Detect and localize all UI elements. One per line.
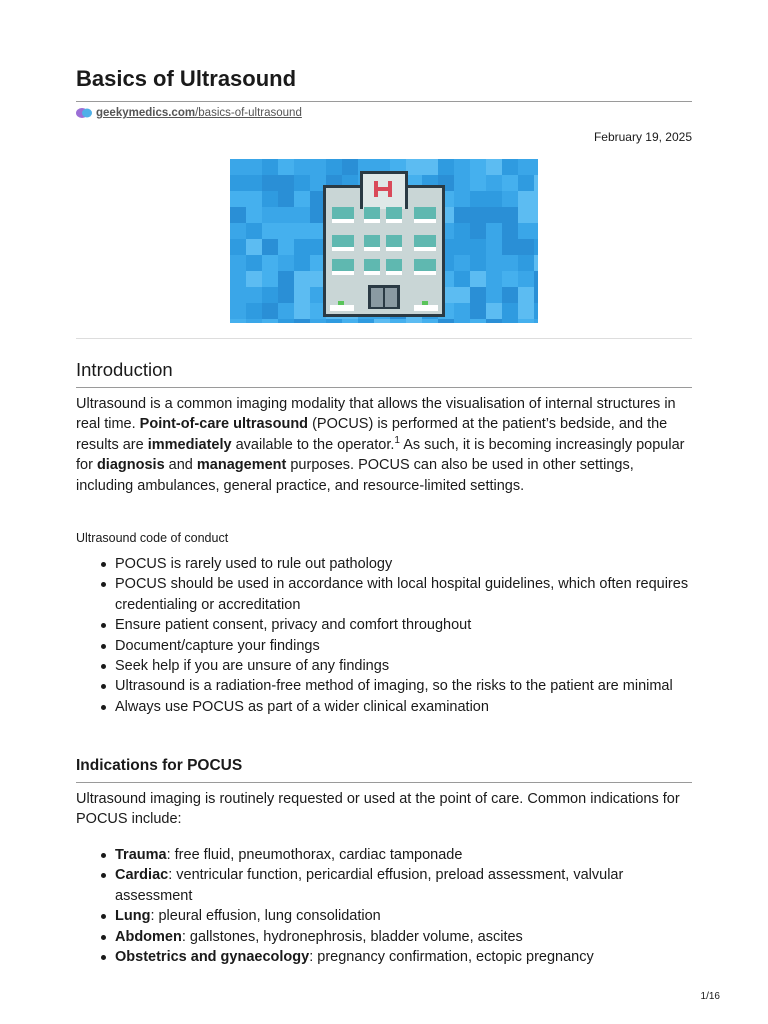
- indications-list: [76, 845, 695, 967]
- page-number: 1/16: [700, 991, 720, 1002]
- introduction-paragraph: [76, 394, 686, 496]
- text-run: and: [164, 457, 197, 474]
- list-item: Ultrasound is a radiation-free method of imaging, so the risks to the patient are minimal: [115, 676, 695, 696]
- text-run: management: [196, 457, 287, 474]
- publish-date: February 19, 2025: [593, 130, 692, 144]
- list-item: Always use POCUS as part of a wider clinical examination: [115, 697, 695, 717]
- text-run: available to the operator.: [231, 436, 395, 453]
- indication-term: Cardiac: [115, 867, 169, 884]
- indication-term: Obstetrics and gynaecology: [115, 949, 310, 966]
- list-item: Ensure patient consent, privacy and comfort throughout: [115, 615, 695, 635]
- indication-desc: : pregnancy confirmation, ectopic pregnancy: [309, 949, 594, 966]
- indication-desc: : ventricular function, pericardial effusion, preload assessment, valvular assessment: [115, 867, 624, 904]
- list-item: [115, 845, 695, 865]
- code-of-conduct-caption: Ultrasound code of conduct: [76, 531, 229, 545]
- list-item: POCUS is rarely used to rule out pathology: [115, 554, 695, 574]
- footnote-ref[interactable]: 1: [394, 434, 400, 446]
- introduction-divider: [76, 387, 692, 388]
- text-run: Ultrasound is a common imaging modality that allows the visualisation of internal structures in real time.: [76, 396, 676, 433]
- title-divider: [76, 101, 692, 102]
- source-domain[interactable]: geekymedics.com: [96, 107, 196, 119]
- text-run: (POCUS) is performed at the patient’s bedside, and the results are: [76, 416, 668, 453]
- list-item: [115, 906, 695, 926]
- list-item: POCUS should be used in accordance with local hospital guidelines, which often requires credentialing or accreditation: [115, 574, 695, 615]
- code-of-conduct-list: [76, 554, 695, 717]
- text-run: As such, it is becoming increasingly popular for: [76, 436, 685, 474]
- page-title: Basics of Ultrasound: [76, 66, 297, 91]
- list-item: [115, 927, 695, 947]
- indication-desc: : pleural effusion, lung consolidation: [150, 908, 381, 925]
- text-run: Point-of-care ultrasound: [139, 416, 309, 433]
- list-item: Seek help if you are unsure of any findings: [115, 656, 695, 676]
- indications-divider: [76, 782, 692, 783]
- text-run: purposes. POCUS can also be used in other settings, including ambulances, general practice, and resource-limited settings.: [76, 457, 634, 494]
- list-item: [115, 865, 695, 906]
- text-run: immediately: [147, 436, 232, 453]
- indications-paragraph: Ultrasound imaging is routinely requested or used at the point of care. Common indications for POCUS include:: [76, 791, 680, 828]
- list-item: [115, 947, 695, 967]
- indication-desc: : free fluid, pneumothorax, cardiac tamponade: [166, 847, 463, 863]
- source-path[interactable]: /basics-of-ultrasound: [195, 107, 302, 119]
- image-divider: [76, 338, 692, 339]
- text-run: diagnosis: [96, 457, 165, 474]
- indication-term: Trauma: [115, 847, 167, 863]
- indication-term: Abdomen: [115, 928, 182, 945]
- section-heading-introduction: Introduction: [76, 359, 173, 380]
- indication-term: Lung: [115, 908, 151, 925]
- source-link[interactable]: [76, 107, 302, 119]
- brain-logo-icon: [76, 107, 92, 119]
- hospital-illustration: [230, 159, 538, 323]
- section-heading-indications: Indications for POCUS: [76, 757, 243, 774]
- list-item: Document/capture your findings: [115, 636, 695, 656]
- indication-desc: : gallstones, hydronephrosis, bladder volume, ascites: [181, 928, 523, 945]
